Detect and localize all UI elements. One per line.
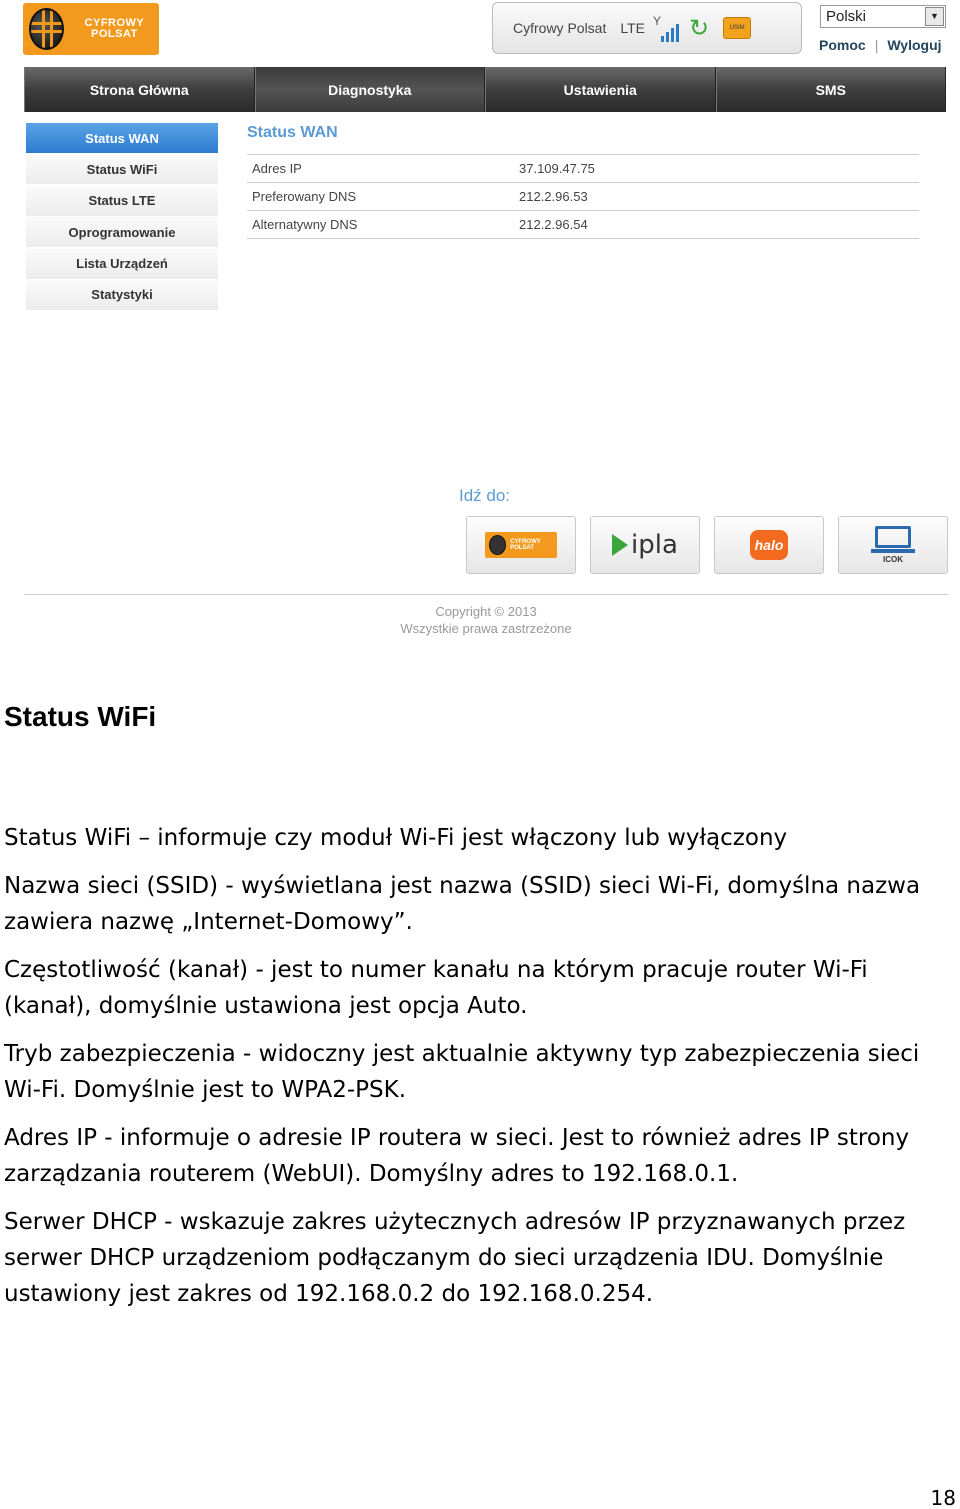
goto-icok-button[interactable] (838, 516, 948, 574)
sidebar-item-firmware[interactable]: Oprogramowanie (26, 217, 218, 248)
goto-cyfrowy-polsat-button[interactable] (466, 516, 576, 574)
rights-text: Wszystkie prawa zastrzeżone (400, 621, 572, 636)
document-body (4, 820, 954, 1324)
sidebar-item-status-wan[interactable]: Status WAN (26, 123, 218, 154)
logout-link[interactable]: Wyloguj (887, 37, 942, 53)
paragraph: Serwer DHCP - wskazuje zakres użytecznych adresów IP przyznawanych przez serwer DHCP urządzeniom podłączanym do sieci urządzenia IDU. Domyślnie ustawiony jest zakres od 192.168.0.2 do 192.168.0.254. (4, 1209, 906, 1307)
tab-home[interactable]: Strona Główna (24, 67, 255, 112)
network-type: LTE (620, 20, 645, 36)
row-value: 212.2.96.53 (519, 189, 588, 204)
signal-strength-icon: Y (653, 14, 679, 42)
chevron-down-icon[interactable]: ▼ (925, 7, 944, 26)
section-heading: Status WiFi (4, 701, 157, 732)
sidebar-item-statistics[interactable]: Statystyki (26, 280, 218, 311)
paragraph: Tryb zabezpieczenia - widoczny jest aktualnie aktywny typ zabezpieczenia sieci Wi-Fi. Domyślnie jest to WPA2-PSK. (4, 1041, 920, 1103)
row-label: Alternatywny DNS (252, 217, 358, 232)
refresh-icon[interactable]: ↻ (689, 14, 710, 42)
help-link[interactable]: Pomoc (819, 37, 866, 53)
halo-logo-icon: halo (750, 530, 788, 560)
paragraph: Nazwa sieci (SSID) - wyświetlana jest nazwa (SSID) sieci Wi-Fi, domyślna nazwa zawiera nazwę „Internet-Domowy”. (4, 873, 921, 935)
operator-name: Cyfrowy Polsat (513, 20, 607, 36)
goto-halo-button[interactable] (714, 516, 824, 574)
row-label: Preferowany DNS (252, 189, 357, 204)
footer-divider (24, 594, 948, 595)
language-selected: Polski (826, 8, 867, 25)
paragraph: Status WiFi – informuje czy moduł Wi-Fi jest włączony lub wyłączony (4, 825, 788, 851)
table-row (247, 155, 919, 183)
table-row (247, 211, 919, 239)
logo-text: CYFROWY POLSAT (84, 17, 145, 40)
globe-icon (29, 8, 64, 50)
paragraph: Adres IP - informuje o adresie IP routera w sieci. Jest to również adres IP strony zarządzania routerem (WebUI). Domyślny adres to 192.168.0.1. (4, 1125, 910, 1187)
ipla-logo-icon: ipla (612, 530, 678, 560)
row-value: 212.2.96.54 (519, 217, 588, 232)
connection-status-box (492, 2, 802, 54)
goto-label: Idź do: (459, 486, 511, 505)
table-row (247, 183, 919, 211)
sidebar-item-status-lte[interactable]: Status LTE (26, 186, 218, 217)
usim-card-icon: USIM (723, 17, 751, 39)
row-label: Adres IP (252, 161, 302, 176)
tab-diagnostics[interactable]: Diagnostyka (255, 67, 486, 112)
copyright-footer (380, 603, 592, 637)
cyfrowy-polsat-logo-icon: CYFROWY POLSAT (485, 532, 557, 558)
sidebar-item-status-wifi[interactable]: Status WiFi (26, 154, 218, 185)
tab-sms[interactable]: SMS (716, 67, 947, 112)
sidebar (26, 123, 218, 311)
row-value: 37.109.47.75 (519, 161, 595, 176)
paragraph: Częstotliwość (kanał) - jest to numer kanału na którym pracuje router Wi-Fi (kanał), domyślnie ustawiona jest opcja Auto. (4, 957, 868, 1019)
icok-laptop-icon: ICOK (871, 526, 915, 564)
cyfrowy-polsat-logo[interactable] (23, 3, 159, 55)
copyright-text: Copyright © 2013 (435, 604, 537, 619)
wan-status-table (247, 154, 919, 239)
sidebar-item-device-list[interactable]: Lista Urządzeń (26, 249, 218, 280)
page-number: 18 (930, 1486, 956, 1509)
goto-ipla-button[interactable] (590, 516, 700, 574)
tab-settings[interactable]: Ustawienia (485, 67, 716, 112)
main-nav (24, 67, 946, 112)
language-select[interactable] (820, 5, 946, 28)
panel-title: Status WAN (247, 124, 338, 141)
top-links: Pomoc | Wyloguj (819, 37, 942, 53)
